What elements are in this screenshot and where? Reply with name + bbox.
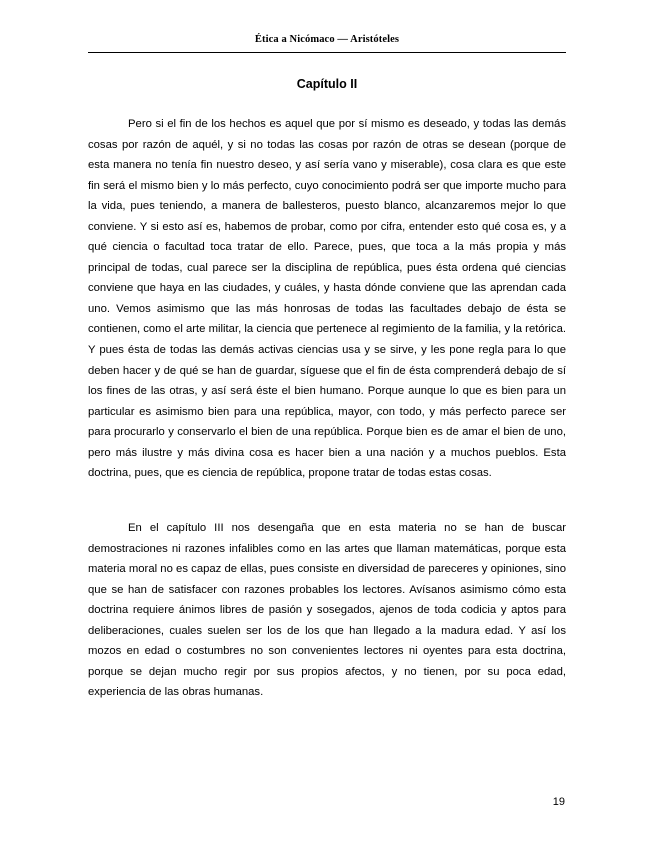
paragraph-2: En el capítulo III nos desengaña que en esta materia no se han de buscar demostraciones ni razones infalibles como en las artes que llaman matemáticas, porque esta materia moral no es capaz de ellas, pues consiste en diversidad de pareceres y opiniones, sino que se han de satisfacer con razones probables los lectores. Avísanos asimismo cómo esta doctrina requiere ánimos libres de pasión y sosegados, ajenos de toda codicia y aptos para deliberaciones, cuales suelen ser los de los que han llegado a la madura edad. Y así los mozos en edad o costumbres no son convenientes lectores ni oyentes para esta doctrina, porque se dejan mucho regir por sus propios afectos, y no tienen, por su poca edad, experiencia de las obras humanas. <box>88 522 566 699</box>
running-header: Ética a Nicómaco — Aristóteles <box>254 34 400 45</box>
chapter-title: Capítulo II <box>296 77 358 91</box>
page-number: 19 <box>552 796 565 808</box>
header-rule <box>88 52 566 53</box>
paragraph-1: Pero si el fin de los hechos es aquel que por sí mismo es deseado, y todas las demás cosas por razón de aquél, y si no todas las cosas por razón de otras se desean (porque de esta manera no tenía fin nuestro deseo, y así sería vano y miserable), cosa clara es que este fin será el mismo bien y lo más perfecto, cuyo conocimiento podrá ser que importe mucho para la vida, pues teniendo, a manera de ballesteros, puesto blanco, alcanzaremos mejor lo que conviene. Y si esto así es, habemos de probar, como por cifra, entender esto qué cosa es, y a qué ciencia o facultad toca tratar de ello. Parece, pues, que toca a la más propia y más principal de todas, cual parece ser la disciplina de república, pues ésta ordena qué ciencias conviene que haya en las ciudades, y cuáles, y hasta dónde conviene que las aprendan cada uno. Vemos asimismo que las más honrosas de todas las facultades debajo de ésta se contienen, como el arte militar, la ciencia que pertenece al regimiento de la familia, y la retórica. Y pues ésta de todas las demás activas ciencias usa y se sirve, y les pone regla para lo que deben hacer y de qué se han de guardar, síguese que el fin de ésta comprenderá debajo de sí los fines de las otras, y así será éste el bien humano. Porque aunque lo que es bien para un particular es asimismo bien para una república, mayor, con todo, y más perfecto parece ser para procurarlo y conservarlo el bien de una república. Porque bien es de amar el bien de uno, pero más ilustre y más divina cosa es hacer bien a una nación y a muchos pueblos. Esta doctrina, pues, que es ciencia de república, propone tratar de todas estas cosas. <box>88 118 566 480</box>
